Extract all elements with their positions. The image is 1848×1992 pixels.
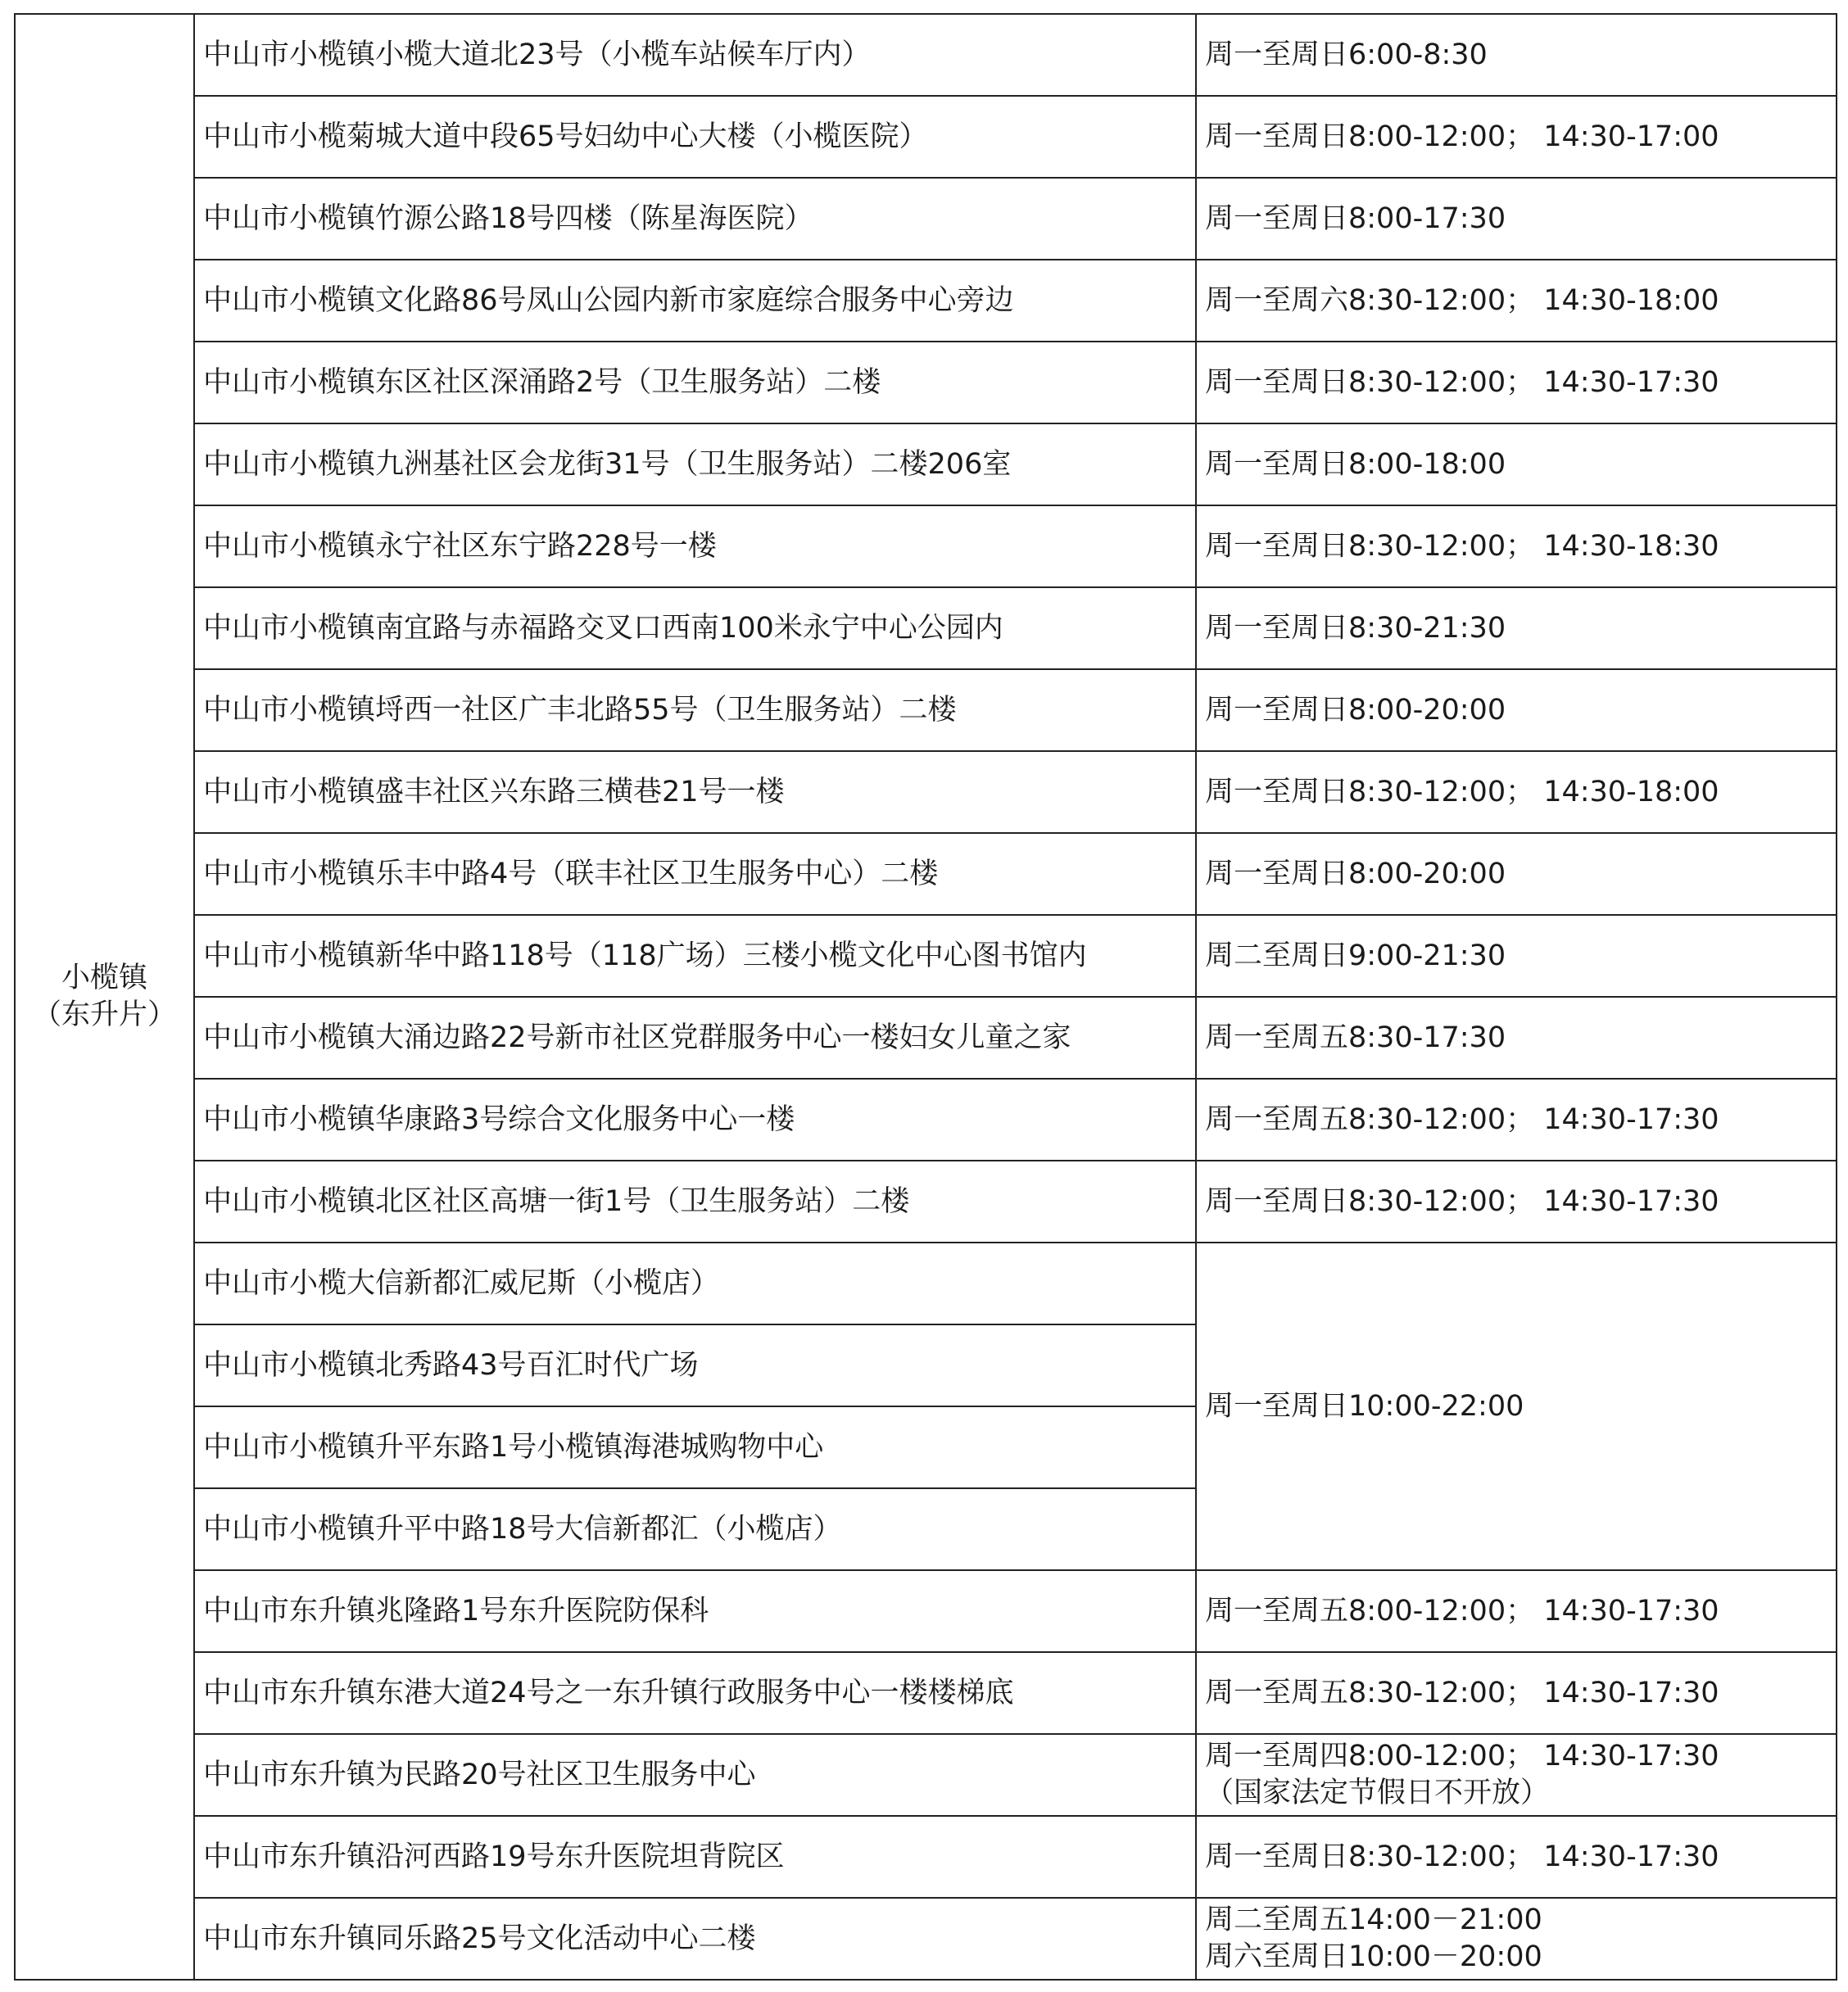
- hours-line: 周一至周日8:30-12:00； 14:30-17:30: [1205, 1840, 1719, 1873]
- address-cell: 中山市小榄镇小榄大道北23号（小榄车站候车厅内）: [194, 14, 1196, 96]
- hours-cell: 周二至周日9:00-21:30: [1196, 915, 1837, 997]
- hours-cell: 周一至周日8:00-12:00； 14:30-17:00: [1196, 96, 1837, 178]
- address-cell: 中山市小榄镇竹源公路18号四楼（陈星海医院）: [194, 178, 1196, 260]
- address-cell: 中山市小榄镇升平中路18号大信新都汇（小榄店）: [194, 1488, 1196, 1570]
- merged-hours-cell: 周一至周日10:00-22:00: [1196, 1243, 1837, 1570]
- table-row: [15, 14, 1837, 96]
- table-row: [15, 915, 1837, 997]
- address-cell: 中山市东升镇兆隆路1号东升医院防保科: [194, 1570, 1196, 1652]
- hours-cell: 周一至周日8:00-17:30: [1196, 178, 1837, 260]
- hours-cell: 周一至周日8:00-18:00: [1196, 423, 1837, 505]
- address-cell: 中山市东升镇沿河西路19号东升医院坦背院区: [194, 1816, 1196, 1898]
- hours-line: 周二至周五14:00－21:00: [1205, 1904, 1542, 1937]
- hours-cell: 周一至周日8:30-12:00； 14:30-17:30: [1196, 342, 1837, 423]
- hours-line: 周六至周日10:00－20:00: [1205, 1940, 1542, 1973]
- hours-cell: 周一至周五8:30-12:00； 14:30-17:30: [1196, 1079, 1837, 1161]
- address-cell: 中山市小榄镇永宁社区东宁路228号一楼: [194, 505, 1196, 587]
- region-cell: [15, 14, 194, 1980]
- hours-cell: 周一至周日8:30-21:30: [1196, 587, 1837, 669]
- address-cell: 中山市小榄镇北秀路43号百汇时代广场: [194, 1324, 1196, 1406]
- hours-cell: [1196, 1734, 1837, 1816]
- table-row: [15, 1652, 1837, 1734]
- region-subname: （东升片）: [32, 998, 176, 1031]
- address-cell: 中山市小榄镇盛丰社区兴东路三横巷21号一楼: [194, 751, 1196, 833]
- table-row: [15, 342, 1837, 423]
- table-row: [15, 1898, 1837, 1980]
- table-row: [15, 751, 1837, 833]
- table-row: [15, 587, 1837, 669]
- region-name: 小榄镇: [61, 962, 147, 995]
- hours-cell: 周一至周日6:00-8:30: [1196, 14, 1837, 96]
- table-row: [15, 1734, 1837, 1816]
- table-row: [15, 1243, 1837, 1324]
- address-cell: 中山市小榄镇乐丰中路4号（联丰社区卫生服务中心）二楼: [194, 833, 1196, 915]
- address-cell: 中山市东升镇东港大道24号之一东升镇行政服务中心一楼楼梯底: [194, 1652, 1196, 1734]
- table-row: [15, 1079, 1837, 1161]
- address-cell: 中山市小榄镇华康路3号综合文化服务中心一楼: [194, 1079, 1196, 1161]
- hours-cell: 周一至周日8:30-12:00； 14:30-18:00: [1196, 751, 1837, 833]
- table-row: [15, 423, 1837, 505]
- testing-sites-table: [14, 13, 1837, 1981]
- hours-cell: [1196, 1570, 1837, 1652]
- hours-cell: 周一至周日8:30-12:00； 14:30-17:30: [1196, 1161, 1837, 1243]
- table-row: [15, 96, 1837, 178]
- address-cell: 中山市小榄镇升平东路1号小榄镇海港城购物中心: [194, 1406, 1196, 1488]
- table-row: [15, 260, 1837, 342]
- address-cell: 中山市小榄镇东区社区深涌路2号（卫生服务站）二楼: [194, 342, 1196, 423]
- hours-cell: 周一至周日8:30-12:00； 14:30-18:30: [1196, 505, 1837, 587]
- hours-cell: 周一至周日8:00-20:00: [1196, 669, 1837, 751]
- address-cell: 中山市小榄镇埒西一社区广丰北路55号（卫生服务站）二楼: [194, 669, 1196, 751]
- address-cell: 中山市小榄大信新都汇威尼斯（小榄店）: [194, 1243, 1196, 1324]
- address-cell: 中山市小榄镇南宜路与赤福路交叉口西南100米永宁中心公园内: [194, 587, 1196, 669]
- address-cell: 中山市小榄镇九洲基社区会龙街31号（卫生服务站）二楼206室: [194, 423, 1196, 505]
- table-row: [15, 1816, 1837, 1898]
- table-row: [15, 997, 1837, 1079]
- table-row: [15, 1161, 1837, 1243]
- table-body: [15, 14, 1837, 1980]
- hours-cell: [1196, 1816, 1837, 1898]
- address-cell: 中山市小榄镇文化路86号凤山公园内新市家庭综合服务中心旁边: [194, 260, 1196, 342]
- table-row: [15, 833, 1837, 915]
- table-row: [15, 1570, 1837, 1652]
- hours-line: 周一至周四8:00-12:00； 14:30-17:30: [1205, 1740, 1719, 1773]
- address-cell: 中山市东升镇同乐路25号文化活动中心二楼: [194, 1898, 1196, 1980]
- hours-cell: [1196, 1652, 1837, 1734]
- address-cell: 中山市小榄菊城大道中段65号妇幼中心大楼（小榄医院）: [194, 96, 1196, 178]
- address-cell: 中山市小榄镇新华中路118号（118广场）三楼小榄文化中心图书馆内: [194, 915, 1196, 997]
- address-cell: 中山市小榄镇北区社区高塘一街1号（卫生服务站）二楼: [194, 1161, 1196, 1243]
- hours-line: 周一至周五8:00-12:00； 14:30-17:30: [1205, 1594, 1719, 1628]
- address-cell: 中山市东升镇为民路20号社区卫生服务中心: [194, 1734, 1196, 1816]
- hours-line: 周一至周五8:30-12:00； 14:30-17:30: [1205, 1676, 1719, 1709]
- hours-cell: 周一至周五8:30-17:30: [1196, 997, 1837, 1079]
- table-row: [15, 669, 1837, 751]
- address-cell: 中山市小榄镇大涌边路22号新市社区党群服务中心一楼妇女儿童之家: [194, 997, 1196, 1079]
- table-row: [15, 505, 1837, 587]
- table-row: [15, 178, 1837, 260]
- hours-cell: 周一至周六8:30-12:00； 14:30-18:00: [1196, 260, 1837, 342]
- hours-cell: 周一至周日8:00-20:00: [1196, 833, 1837, 915]
- hours-line: （国家法定节假日不开放）: [1205, 1777, 1550, 1809]
- hours-cell: [1196, 1898, 1837, 1980]
